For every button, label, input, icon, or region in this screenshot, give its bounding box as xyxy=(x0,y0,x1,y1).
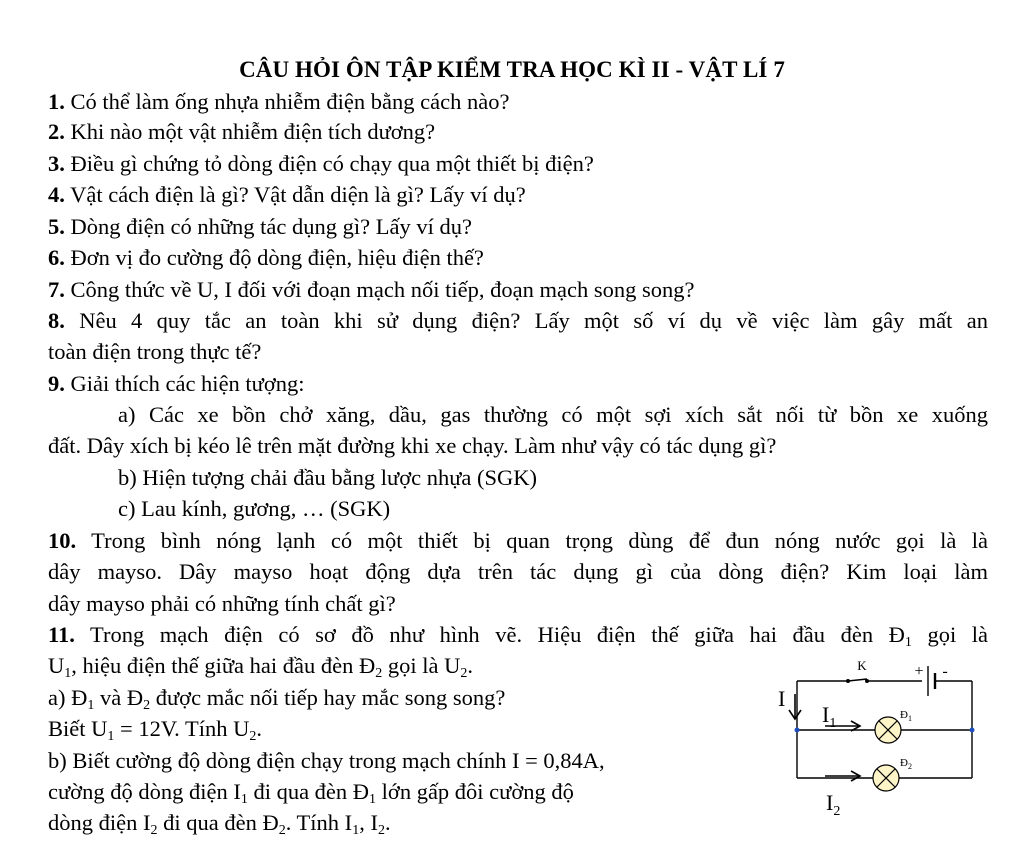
lamp-d1-icon xyxy=(875,717,901,743)
switch-contact-right xyxy=(865,679,869,683)
node-left xyxy=(795,728,800,733)
question-11a-given: Biết $U_1 = 12V$. Tính $U_2$. xyxy=(48,716,262,744)
question-10-line3: dây mayso phải có những tính chất gì? xyxy=(48,591,396,616)
question-6: 6. Đơn vị đo cường độ dòng điện, hiệu điện thế? xyxy=(48,245,484,270)
switch-label: K xyxy=(857,658,867,673)
question-2: 2. Khi nào một vật nhiễm điện tích dương? xyxy=(48,119,436,144)
question-8-cont: toàn điện trong thực tế? xyxy=(48,339,262,364)
question-number: 2. xyxy=(48,119,65,144)
question-11: 11. Trong mạch điện có sơ đồ như hình vẽ. Hiệu điện thế giữa hai đầu đèn $Đ_1$ gọi là xyxy=(48,622,988,650)
question-11-line2: $U_1$, hiệu điện thế giữa hai đầu đèn $Đ_2$ gọi là $U_2$. xyxy=(48,653,473,681)
lamp-d2-icon xyxy=(873,765,899,791)
current-I2-label: $I_2$ xyxy=(826,790,841,819)
current-I-label: I xyxy=(778,686,786,711)
circuit-diagram xyxy=(770,652,985,822)
question-number: 3. xyxy=(48,151,65,176)
lamp-d1-label: $Đ_1$ xyxy=(900,709,912,723)
question-number: 8. xyxy=(48,308,65,333)
question-number: 4. xyxy=(48,182,65,207)
node-right xyxy=(970,728,975,733)
question-9b: b) Hiện tượng chải đầu bằng lược nhựa (SGK) xyxy=(118,465,538,490)
question-11b: b) Biết cường độ dòng điện chạy trong mạch chính I = 0,84A, xyxy=(48,748,605,773)
switch-contact-left xyxy=(846,679,850,683)
question-3: 3. Điều gì chứng tỏ dòng điện có chạy qua một thiết bị điện? xyxy=(48,151,594,176)
question-number: 10. xyxy=(48,528,77,553)
page-title: CÂU HỎI ÔN TẬP KIỂM TRA HỌC KÌ II - VẬT LÍ 7 xyxy=(239,57,785,82)
question-10-line2: dây mayso. Dây mayso hoạt động dựa trên tác dụng gì của dòng điện? Kim loại làm xyxy=(48,559,988,584)
question-number: 6. xyxy=(48,245,65,270)
question-number: 7. xyxy=(48,277,65,302)
battery-plus-label: + xyxy=(914,663,924,680)
battery-minus-label: - xyxy=(942,663,948,680)
question-9a-cont: đất. Dây xích bị kéo lê trên mặt đường khi xe chạy. Làm như vậy có tác dụng gì? xyxy=(48,433,777,458)
question-11b-line3: dòng điện $I_2$ đi qua đèn $Đ_2$. Tính $I_1$, $I_2$. xyxy=(48,810,391,838)
question-5: 5. Dòng điện có những tác dụng gì? Lấy ví dụ? xyxy=(48,214,472,239)
question-9a: a) Các xe bồn chở xăng, dầu, gas thường có một sợi xích sắt nối từ bồn xe xuống xyxy=(118,402,988,427)
question-10: 10. Trong bình nóng lạnh có một thiết bị quan trọng dùng để đun nóng nước gọi là là xyxy=(48,528,988,553)
question-9c: c) Lau kính, gương, … (SGK) xyxy=(118,496,391,521)
question-11a: a) $Đ_1$ và $Đ_2$ được mắc nối tiếp hay mắc song song? xyxy=(48,685,506,713)
question-4: 4. Vật cách điện là gì? Vật dẫn diện là gì? Lấy ví dụ? xyxy=(48,182,526,207)
question-number: 1. xyxy=(48,89,65,114)
question-8: 8. Nêu 4 quy tắc an toàn khi sử dụng điện? Lấy một số ví dụ về việc làm gây mất an xyxy=(48,308,988,333)
question-1: 1. Có thể làm ống nhựa nhiễm điện bằng cách nào? xyxy=(48,89,510,114)
question-7: 7. Công thức về U, I đối với đoạn mạch nối tiếp, đoạn mạch song song? xyxy=(48,277,695,302)
question-number: 11. xyxy=(48,622,75,647)
question-9: 9. Giải thích các hiện tượng: xyxy=(48,371,305,396)
switch-lever xyxy=(848,679,867,681)
question-number: 5. xyxy=(48,214,65,239)
lamp-d2-label: $Đ_2$ xyxy=(900,757,912,771)
question-11b-line2: cường độ dòng điện $I_1$ đi qua đèn $Đ_1$ lớn gấp đôi cường độ xyxy=(48,779,574,807)
current-I1-label: $I_1$ xyxy=(822,702,837,731)
question-number: 9. xyxy=(48,371,65,396)
